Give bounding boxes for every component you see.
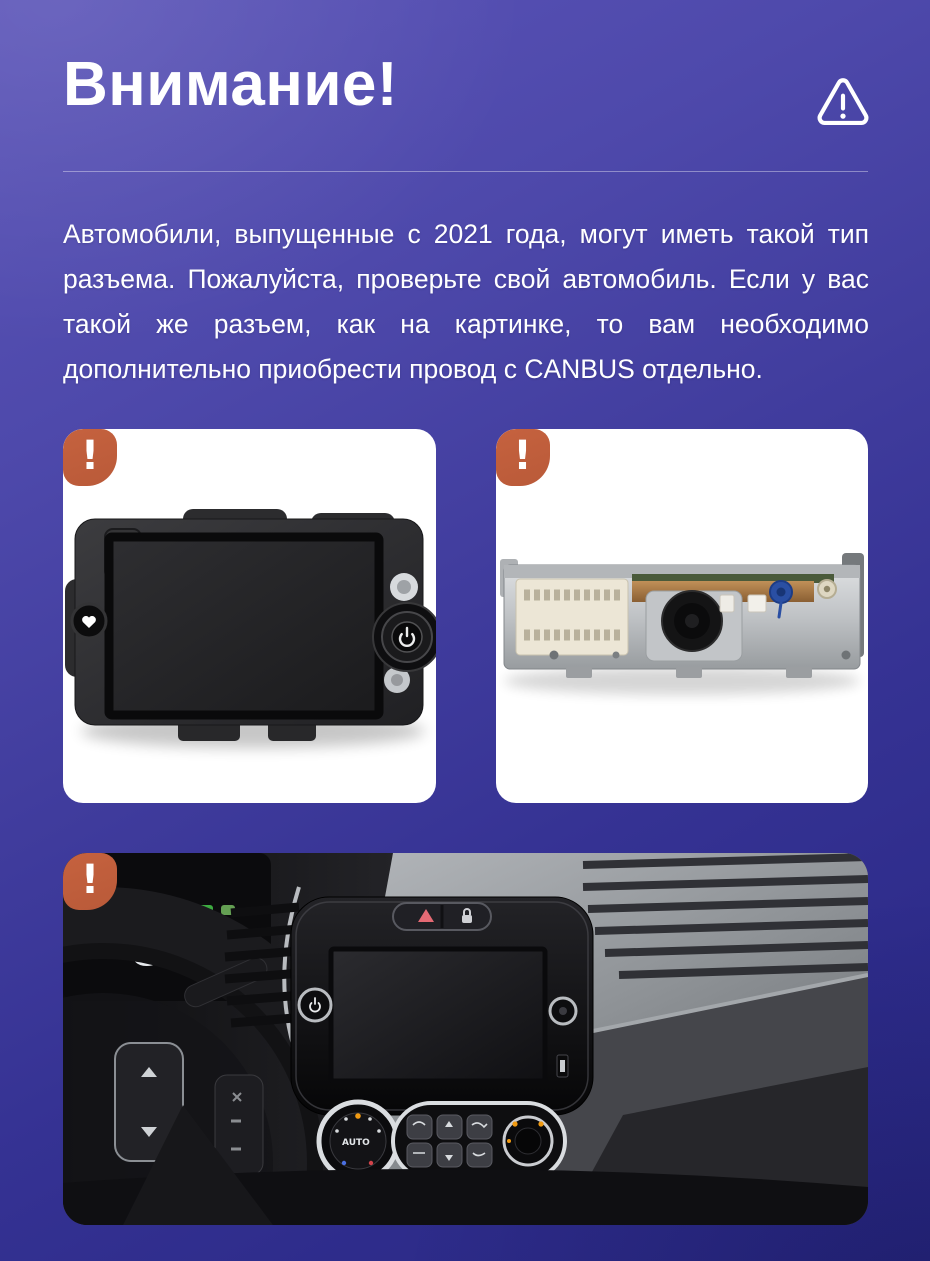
card-dashboard [63,853,868,1225]
head-unit-rear-photo [496,429,868,803]
cluster-speed-digit: 0 [129,907,173,980]
car-dashboard-photo [63,853,868,1225]
exclamation-icon: ! [513,432,532,479]
card-head-unit-rear [496,429,869,803]
header [63,52,872,137]
warning-triangle-icon [814,74,872,137]
climate-auto-label: AUTO [342,1138,370,1148]
notice-text: Автомобили, выпущенные с 2021 года, могут иметь такой тип разъема. Пожалуйста, проверьте свой автомобиль. Если у вас такой же разъем, как на картинке, то вам необходимо дополнительно приобрести провод с CANBUS отдельно. [63,219,869,384]
header-divider [63,171,868,172]
page-title: Внимание! [63,50,399,119]
connector-cards-row [63,429,868,803]
exclamation-icon: ! [80,856,100,903]
exclamation-icon: ! [80,432,100,479]
head-unit-front-photo [63,429,436,803]
card-head-unit-front [63,429,436,803]
